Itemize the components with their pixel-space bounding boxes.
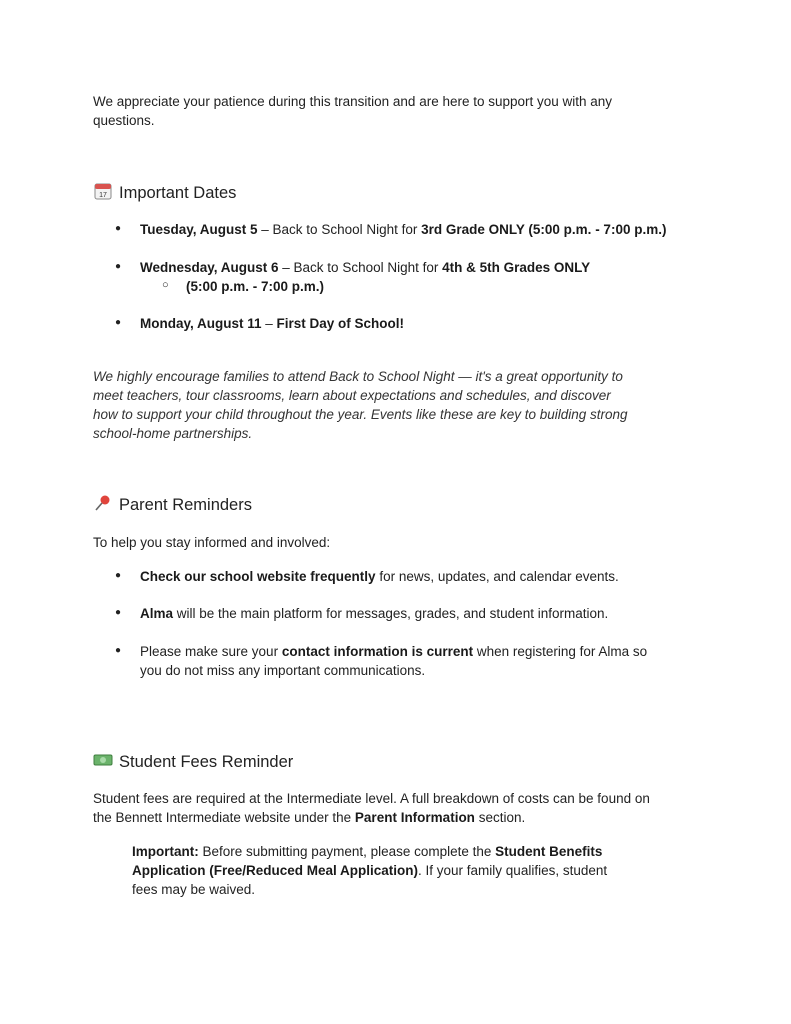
- date-item-3: [140, 314, 404, 333]
- date-item-2-detail: 4th & 5th Grades ONLY: [442, 260, 591, 275]
- reminder-item-3: [140, 642, 647, 661]
- reminder-item-2-rest: will be the main platform for messages, grades, and student information.: [173, 606, 609, 621]
- money-icon: [93, 752, 113, 772]
- fees-line-2: [93, 808, 525, 827]
- reminder-item-1-rest: for news, updates, and calendar events.: [375, 569, 619, 584]
- calendar-icon: [93, 182, 113, 204]
- bullet-icon: ●: [115, 223, 122, 234]
- reminders-lead: To help you stay informed and involved:: [93, 535, 331, 550]
- fees-important-l2-bold: Application (Free/Reduced Meal Application): [132, 863, 419, 878]
- date-item-2-time-text: (5:00 p.m. - 7:00 p.m.): [186, 279, 325, 294]
- fees-important-l1-bold: Student Benefits: [495, 844, 603, 859]
- fees-line-2-pre: the Bennett Intermediate website under the: [93, 810, 355, 825]
- fees-important-l2-text: . If your family qualifies, student: [418, 863, 608, 878]
- fees-important-l1-text: Before submitting payment, please complete the: [198, 844, 496, 859]
- fees-important-line-3: fees may be waived.: [132, 882, 256, 897]
- date-item-1-detail: 3rd Grade ONLY (5:00 p.m. - 7:00 p.m.): [421, 222, 667, 237]
- parent-reminders-heading: [93, 494, 252, 516]
- reminder-item-3-rest: when registering for Alma so: [473, 644, 648, 659]
- reminder-item-3-bold: contact information is current: [281, 644, 474, 659]
- fees-line-1: Student fees are required at the Intermediate level. A full breakdown of costs can be found on: [93, 791, 650, 806]
- date-item-2-date: Wednesday, August 6: [140, 260, 279, 275]
- reminder-item-1: [140, 567, 619, 586]
- fees-important-line-1: [132, 842, 602, 861]
- fees-important-line-2: [132, 861, 607, 880]
- date-item-1-sep: – Back to School Night for: [257, 222, 422, 237]
- parent-reminders-title: Parent Reminders: [119, 495, 252, 514]
- date-item-1: [140, 220, 666, 239]
- svg-text:17: 17: [99, 192, 107, 199]
- intro-line-2: questions.: [93, 113, 155, 128]
- reminder-item-2: [140, 604, 608, 623]
- fees-important-label: Important:: [132, 844, 199, 859]
- bullet-icon: ●: [115, 570, 122, 581]
- dates-note-line-4: school-home partnerships.: [93, 426, 253, 441]
- dates-note-line-1: We highly encourage families to attend Back to School Night — it's a great opportunity to: [93, 369, 623, 384]
- important-dates-heading: [93, 182, 236, 204]
- reminder-item-1-bold: Check our school website frequently: [140, 569, 376, 584]
- sub-bullet-icon: ○: [162, 279, 169, 291]
- student-fees-heading: [93, 752, 293, 772]
- date-item-2: [140, 258, 590, 277]
- date-item-1-date: Tuesday, August 5: [140, 222, 258, 237]
- date-item-2-sep: – Back to School Night for: [278, 260, 443, 275]
- reminder-item-3-line-2: you do not miss any important communications.: [140, 663, 426, 678]
- fees-line-2-bold: Parent Information: [354, 810, 475, 825]
- intro-line-1: We appreciate your patience during this transition and are here to support you with any: [93, 94, 613, 109]
- student-fees-title: Student Fees Reminder: [119, 752, 294, 771]
- bullet-icon: ●: [115, 261, 122, 272]
- date-item-2-time: [186, 277, 324, 296]
- bullet-icon: ●: [115, 607, 122, 618]
- bullet-icon: ●: [115, 317, 122, 328]
- pushpin-icon: [93, 494, 113, 516]
- fees-line-2-post: section.: [474, 810, 526, 825]
- reminder-item-2-bold: Alma: [140, 606, 174, 621]
- dates-note-line-2: meet teachers, tour classrooms, learn about expectations and schedules, and discover: [93, 388, 611, 403]
- important-dates-title: Important Dates: [119, 183, 237, 202]
- date-item-3-detail: First Day of School!: [276, 316, 405, 331]
- reminder-item-3-pre: Please make sure your: [140, 644, 282, 659]
- date-item-3-sep: –: [261, 316, 277, 331]
- date-item-3-date: Monday, August 11: [140, 316, 262, 331]
- bullet-icon: ●: [115, 645, 122, 656]
- dates-note-line-3: how to support your child throughout the year. Events like these are key to building strong: [93, 407, 628, 422]
